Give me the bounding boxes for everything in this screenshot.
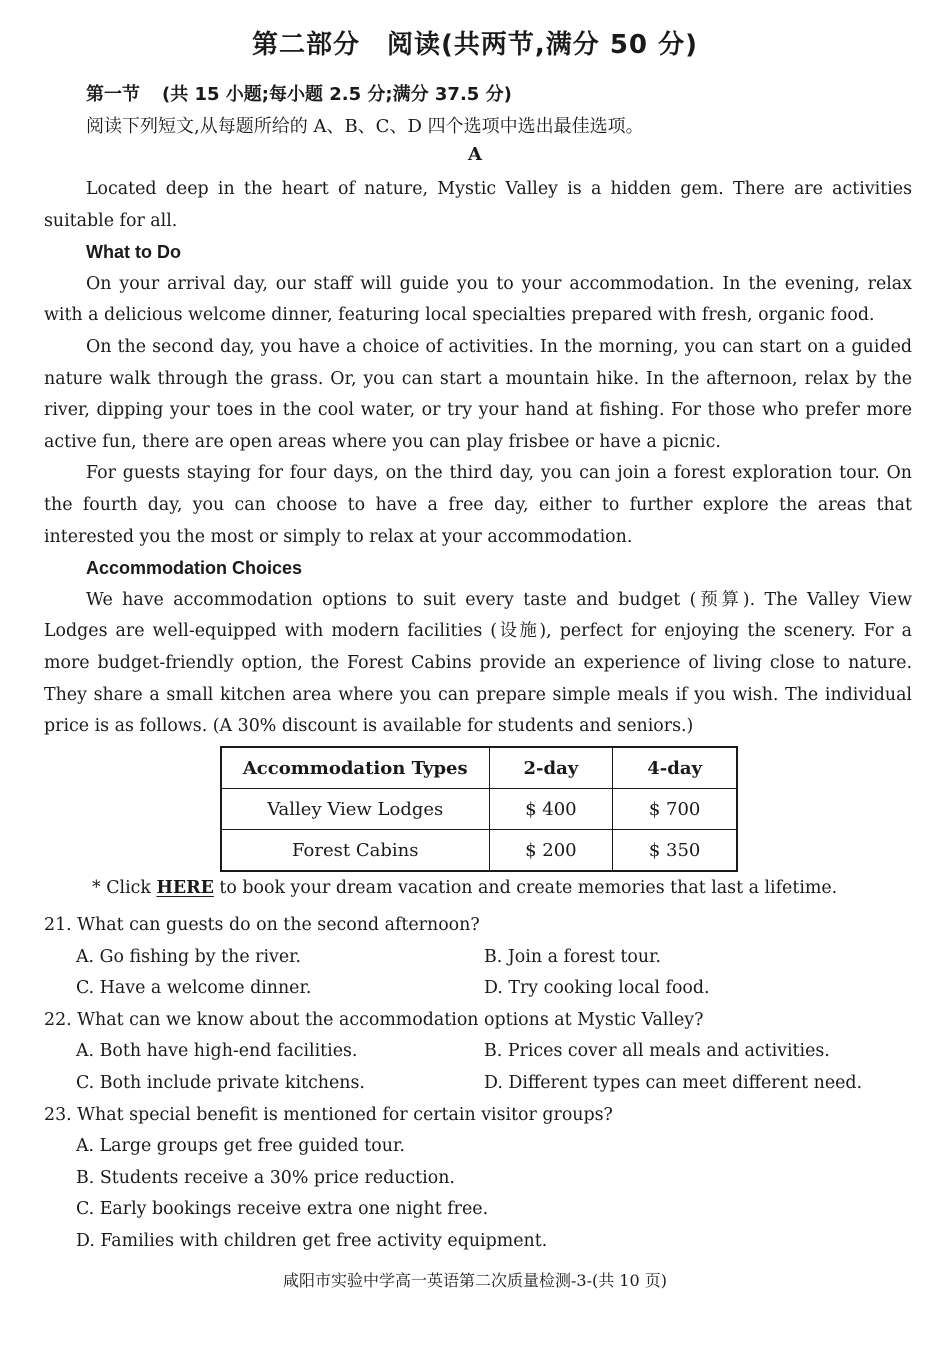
table-cell: Valley View Lodges — [221, 789, 489, 830]
table-cell: $ 350 — [613, 830, 737, 872]
option-item: D. Different types can meet different need. — [484, 1072, 863, 1093]
option-item: B. Prices cover all meals and activities. — [484, 1041, 830, 1062]
paragraph-arrival-day: On your arrival day, our staff will guide you to your accommodation. In the evening, relax with a delicious welcome dinner, featuring local specialties prepared with fresh, organic food. — [44, 273, 912, 326]
here-link[interactable]: HERE — [156, 878, 214, 898]
table-row — [221, 789, 737, 830]
question-list — [44, 910, 912, 1258]
option-item: A. Large groups get free guided tour. — [76, 1136, 405, 1157]
table-cell: Forest Cabins — [221, 830, 489, 872]
table-row — [221, 830, 737, 872]
table-header-cell: 4-day — [613, 747, 737, 789]
option-item: C. Both include private kitchens. — [76, 1072, 365, 1093]
paragraph-second-day: On the second day, you have a choice of activities. In the morning, you can start on a guided nature walk through the grass. Or, you can start a mountain hike. In the afternoon, relax by the river, dipping your toes in the cool water, or try your hand at fishing. For those who prefer more active fun, there are open areas where you can play frisbee or have a picnic. — [44, 336, 912, 452]
option-item: D. Try cooking local food. — [484, 978, 710, 999]
option-item: C. Early bookings receive extra one night free. — [76, 1199, 489, 1220]
question-stem: 21. What can guests do on the second afternoon? — [44, 915, 480, 935]
table-cell: $ 700 — [613, 789, 737, 830]
question-stem: 23. What special benefit is mentioned for certain visitor groups? — [44, 1104, 613, 1125]
page-footer: 咸阳市实验中学高一英语第二次质量检测-3-(共 10 页) — [282, 1271, 667, 1290]
accommodation-heading: Accommodation Choices — [86, 558, 303, 579]
question-stem: 22. What can we know about the accommodation options at Mystic Valley? — [44, 1009, 704, 1030]
footnote-suffix: to book your dream vacation and create memories that last a lifetime. — [213, 878, 838, 898]
price-table — [220, 746, 738, 872]
table-header-cell: 2-day — [489, 747, 613, 789]
instruction-text: 阅读下列短文,从每题所给的 A、B、C、D 四个选项中选出最佳选项。 — [86, 116, 644, 137]
table-header-cell: Accommodation Types — [221, 747, 489, 789]
section-label: 第一节 — [86, 84, 140, 105]
option-row — [44, 942, 912, 974]
option-row — [44, 1068, 912, 1100]
option-item: A. Both have high-end facilities. — [76, 1041, 358, 1062]
option-item: C. Have a welcome dinner. — [76, 978, 312, 999]
option-row — [44, 1036, 912, 1068]
part-title: 第二部分 阅读(共两节,满分 50 分) — [252, 30, 698, 60]
option-item: D. Families with children get free activity equipment. — [76, 1230, 548, 1251]
accommodation-paragraph: We have accommodation options to suit every taste and budget (预算). The Valley View Lodges are well-equipped with modern facilities (设施), perfect for enjoying the scenery. For a more budget-friendly option, the Forest Cabins provide an experience of living close to nature. They share a small kitchen area where you can prepare simple meals if you wish. The individual price is as follows. (A 30% discount is available for students and seniors.) — [44, 589, 912, 737]
option-item: B. Join a forest tour. — [484, 946, 662, 967]
paragraph-four-days: For guests staying for four days, on the third day, you can join a forest exploration tour. On the fourth day, you can choose to have a free day, either to further explore the areas that interested you the most or simply to relax at your accommodation. — [44, 463, 912, 547]
table-cell: $ 400 — [489, 789, 613, 830]
option-row — [44, 973, 912, 1005]
section-detail: (共 15 小题;每小题 2.5 分;满分 37.5 分) — [162, 84, 512, 105]
option-item: B. Students receive a 30% price reduction. — [76, 1167, 455, 1188]
option-item: A. Go fishing by the river. — [76, 946, 302, 967]
booking-footnote — [92, 878, 837, 898]
intro-paragraph: Located deep in the heart of nature, Mystic Valley is a hidden gem. There are activities suitable for all. — [44, 179, 912, 231]
footnote-prefix: * Click — [92, 878, 157, 898]
table-cell: $ 200 — [489, 830, 613, 872]
what-to-do-heading: What to Do — [86, 242, 181, 263]
passage-letter: A — [468, 144, 482, 165]
passage-body — [44, 174, 912, 743]
table-header-row — [221, 747, 737, 789]
section-heading — [86, 80, 512, 106]
